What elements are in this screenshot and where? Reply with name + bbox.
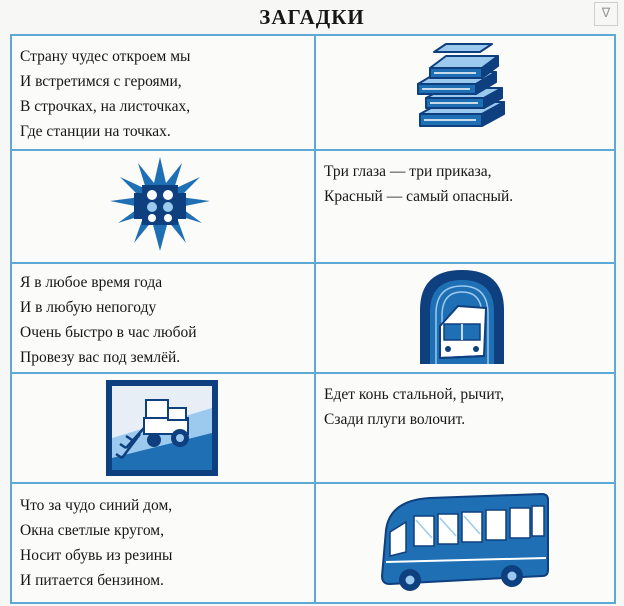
- riddle-picture-cell: [316, 484, 614, 602]
- riddle-line: И питается бензином.: [20, 572, 164, 589]
- riddle-line: Едет конь стальной, рычит,: [324, 386, 505, 403]
- riddle-line: Что за чудо синий дом,: [20, 497, 173, 514]
- riddle-row: [12, 372, 614, 482]
- riddle-text: [20, 493, 172, 593]
- riddle-line: В строчках, на листочках,: [20, 98, 191, 115]
- riddle-line: Очень быстро в час любой: [20, 324, 197, 341]
- riddle-line: Три глаза — три приказа,: [324, 163, 492, 180]
- riddle-picture-cell: [12, 374, 316, 482]
- riddle-line: И в любую непогоду: [20, 299, 157, 316]
- riddle-line: Сзади плуги волочит.: [324, 411, 466, 428]
- riddle-text-cell: [316, 374, 614, 482]
- bus-icon: [376, 492, 552, 596]
- riddle-text-cell: [316, 151, 614, 262]
- books-icon: [412, 42, 512, 132]
- riddle-picture-cell: [12, 151, 316, 262]
- riddle-line: Красный — самый опасный.: [324, 188, 514, 205]
- riddle-line: Носит обувь из резины: [20, 547, 173, 564]
- riddle-text-cell: [12, 484, 316, 602]
- riddle-line: Страну чудес откроем мы: [20, 48, 191, 65]
- riddle-line: Окна светлые кругом,: [20, 522, 164, 539]
- riddle-line: Где станции на точках.: [20, 123, 171, 140]
- metro-train-tunnel-icon: [414, 266, 510, 366]
- riddle-row: [12, 149, 614, 262]
- riddle-text: [20, 44, 190, 144]
- riddle-row: [12, 482, 614, 602]
- page-title: ЗАГАДКИ: [259, 5, 365, 29]
- riddle-text: [20, 270, 197, 370]
- riddle-picture-cell: [316, 36, 614, 149]
- tractor-icon: [104, 378, 220, 478]
- riddle-row: [12, 36, 614, 149]
- traffic-light-icon: [108, 157, 212, 253]
- riddle-text: [324, 159, 513, 209]
- riddles-table: [10, 34, 616, 604]
- page-corner-marker: ∇: [594, 2, 618, 26]
- riddle-text-cell: [12, 264, 316, 372]
- riddle-line: И встретимся с героями,: [20, 73, 182, 90]
- riddle-line: Провезу вас под землёй.: [20, 349, 181, 366]
- riddle-line: Я в любое время года: [20, 274, 163, 291]
- riddle-row: [12, 262, 614, 372]
- riddle-text: [324, 382, 504, 432]
- riddle-text-cell: [12, 36, 316, 149]
- riddle-picture-cell: [316, 264, 614, 372]
